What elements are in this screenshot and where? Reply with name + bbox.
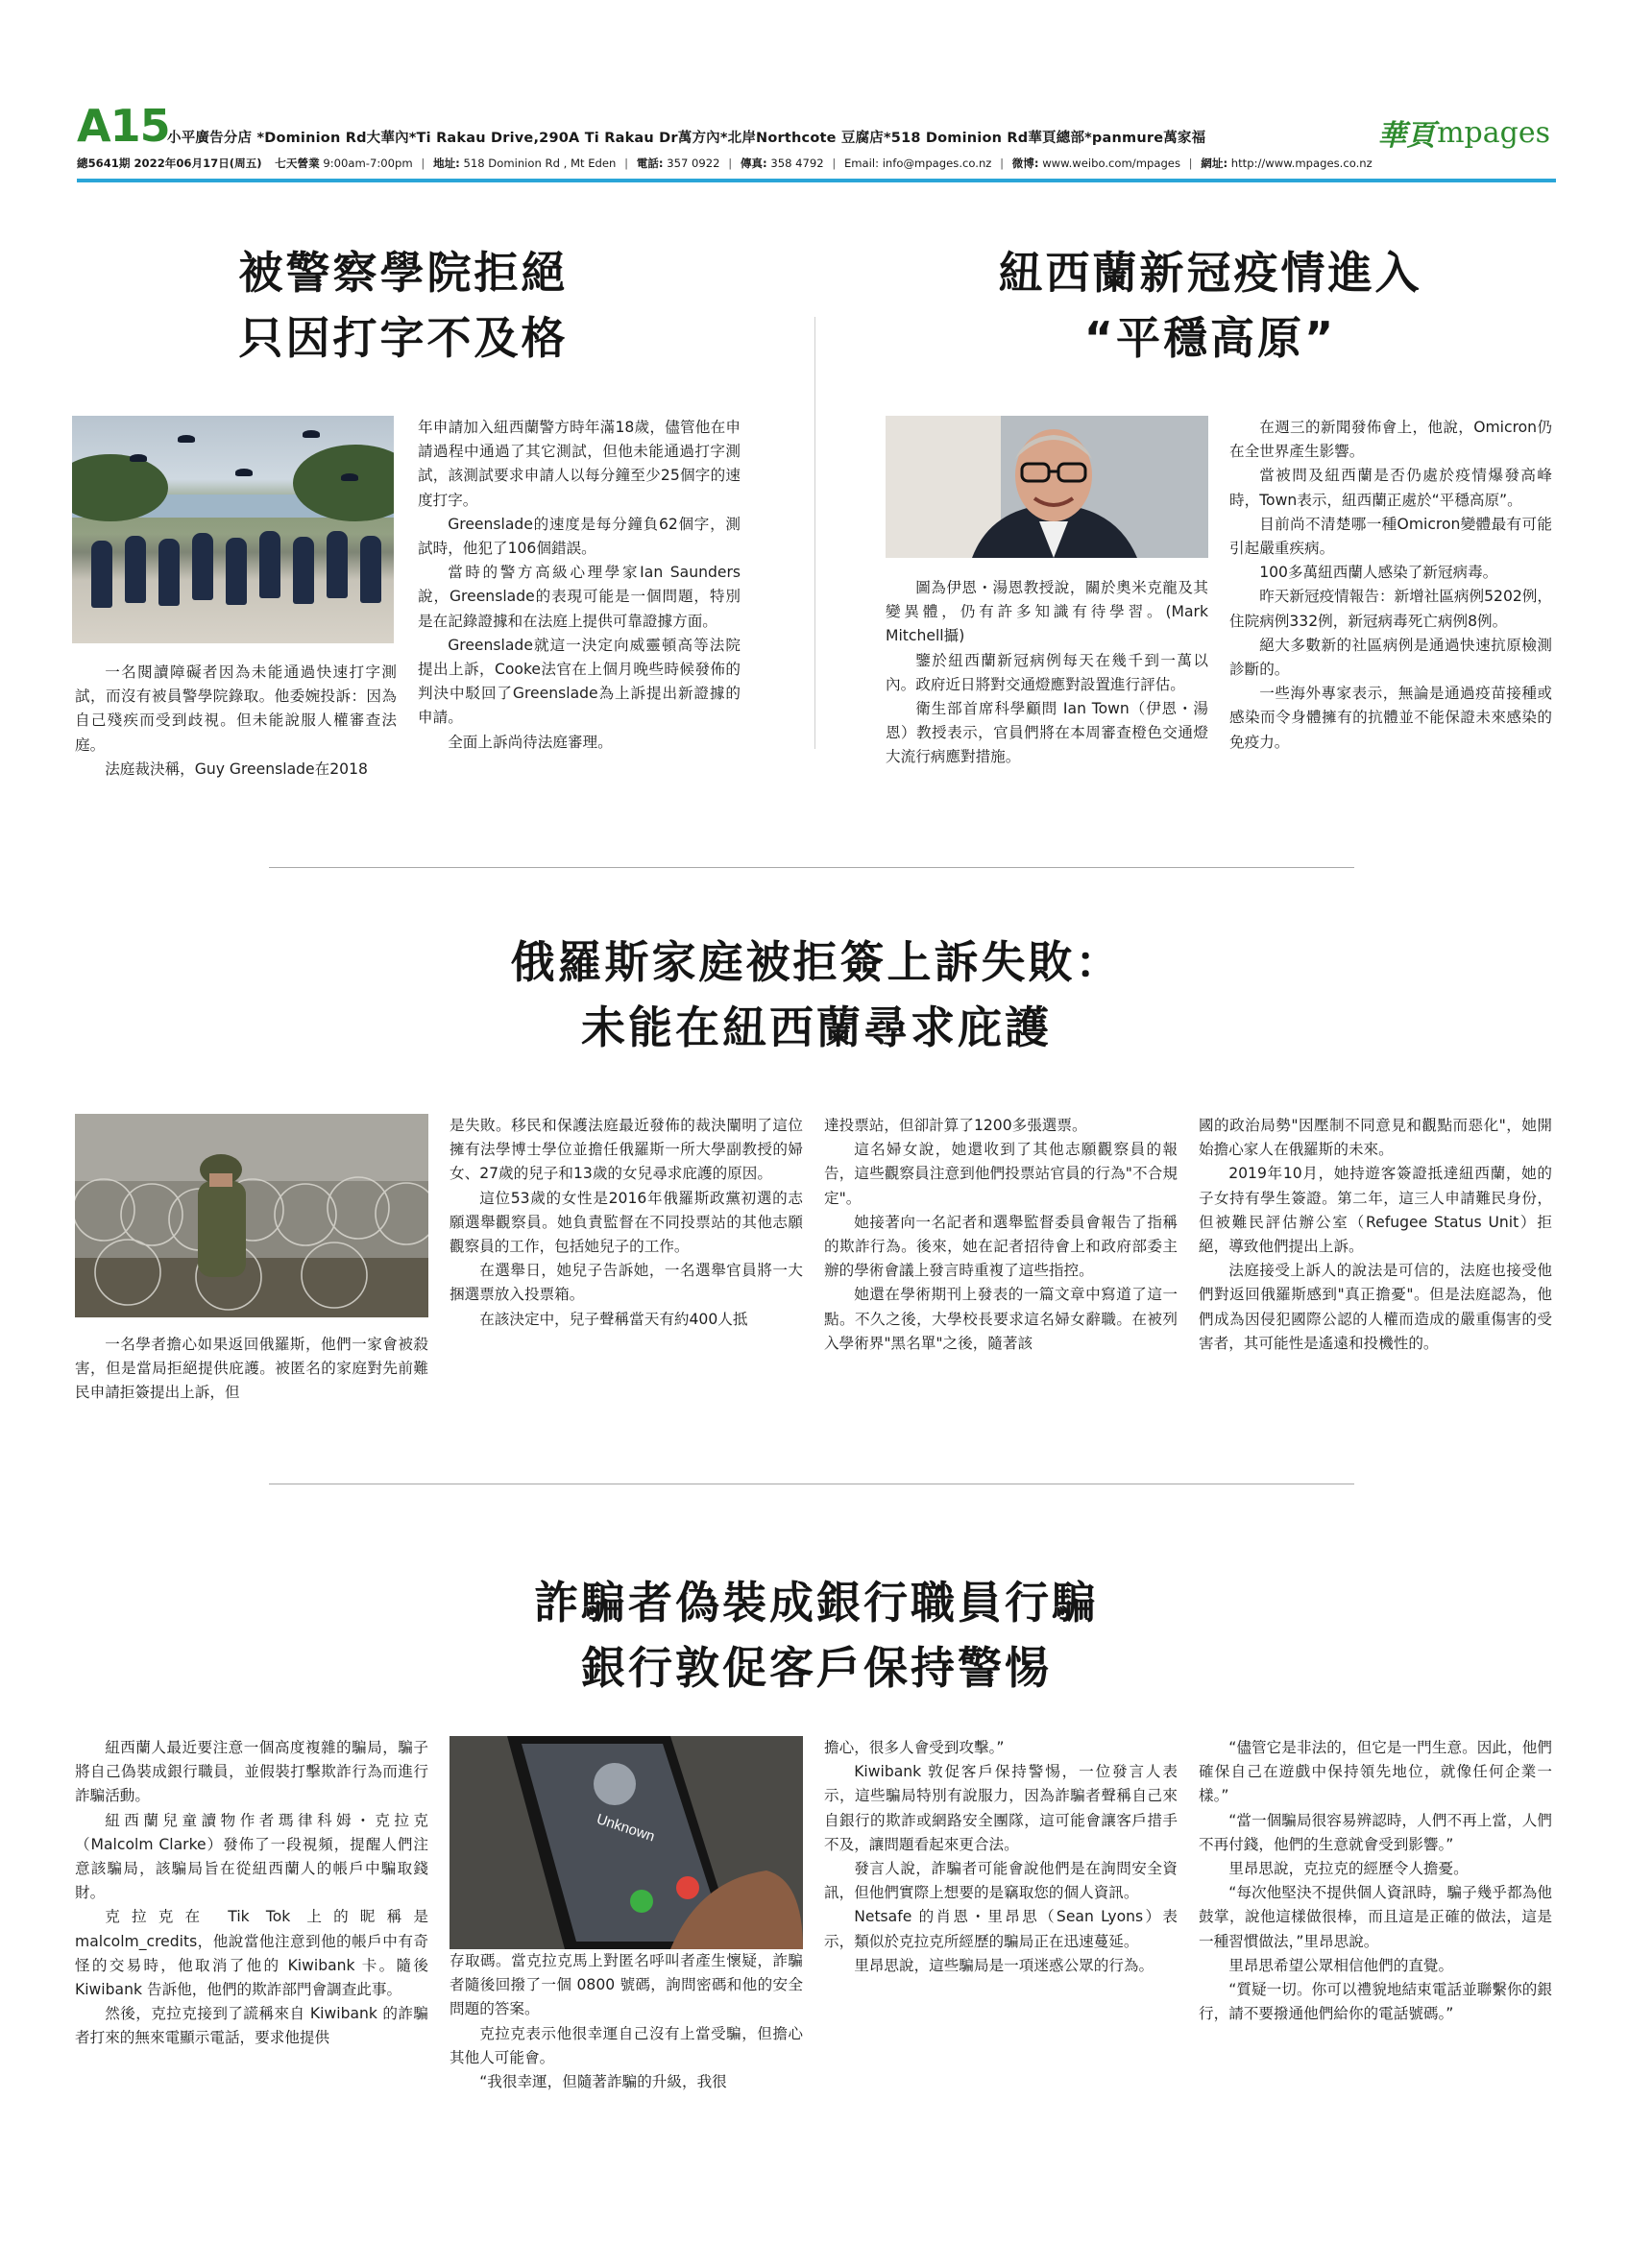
web-label: 網址:: [1201, 157, 1228, 170]
article4-col3: [824, 1736, 1178, 1978]
paragraph: 她接著向一名記者和選舉監督委員會報告了指稱的欺詐行為。後來，她在記者招待會上和政府部委主辦的學術會議上發言時重複了這些指控。: [824, 1213, 1178, 1280]
paragraph: Kiwibank 敦促客戶保持警惕，一位發言人表示，這些騙局特別有說服力，因為詐騙者聲稱自己來自銀行的欺詐或網路安全團隊，這可能會讓客戶措手不及，讓問題看起來更合法。: [824, 1763, 1178, 1853]
paragraph: “儘管它是非法的，但它是一門生意。因此，他們確保自己在遊戲中保持領先地位，就像任何企業一樣。”: [1199, 1739, 1552, 1805]
logo-english: mpages: [1437, 115, 1550, 150]
issue-info: 總5641期 2022年06月17日(周五) 七天營業 9:00am-7:00pm | 地址: 518 Dominion Rd , Mt Eden | 電話: 357 0922 | 傳真: 358 4792 | Email: info@mpages.co.nz | 微博: www.weibo.com/mpages | 網址: http://www.mpages.co.nz: [77, 157, 1373, 170]
paragraph: Netsafe 的肖恩・里昂思（Sean Lyons）表示，類似於克拉克所經歷的騙局正在迅速蔓延。: [824, 1908, 1178, 1950]
article3-col3: [824, 1114, 1178, 1356]
paragraph: 法庭接受上訴人的說法是可信的，法庭也接受他們對返回俄羅斯感到"真正擔憂"。但是法庭認為，他們成為因侵犯國際公認的人權而造成的嚴重傷害的受害者，其可能性是遙遠和投機性的。: [1199, 1262, 1552, 1352]
paragraph: 當被問及紐西蘭是否仍處於疫情爆發高峰時，Town表示，紐西蘭正處於“平穩高原”。: [1229, 467, 1552, 509]
paragraph: “每次他堅決不提供個人資訊時，騙子幾乎都為他鼓掌，說他這樣做很棒，而且這是正確的做法，這是一種習慣做法，”里昂思說。: [1199, 1884, 1552, 1950]
headline-line: “平穩高原”: [1083, 312, 1337, 364]
weibo-label: 微博:: [1011, 157, 1039, 170]
fax: 358 4792: [770, 157, 824, 170]
address-label: 地址:: [432, 157, 460, 170]
paragraph: Greenslade就這一決定向威靈頓高等法院提出上訴，Cooke法官在上個月晚些時候發佈的判決中駁回了Greenslade為上訴提出新證據的申請。: [418, 636, 741, 727]
paragraph: 這名婦女說，她還收到了其他志願觀察員的報告，這些觀察員注意到他們投票站官員的行為"不合規定"。: [824, 1141, 1178, 1207]
logo-chinese: 華頁: [1377, 119, 1436, 153]
headline-line: 銀行敦促客戶保持警惕: [581, 1642, 1052, 1694]
article3-col1: [75, 1333, 428, 1406]
paragraph: 一名學者擔心如果返回俄羅斯，他們一家會被殺害，但是當局拒絕提供庇護。被匿名的家庭對先前難民申請拒簽提出上訴，但: [75, 1336, 428, 1402]
article1-headline: [86, 240, 720, 371]
paragraph: 是失敗。移民和保護法庭最近發佈的裁決闡明了這位擁有法學博士學位並擔任俄羅斯一所大學副教授的婦女、27歲的兒子和13歲的女兒尋求庇護的原因。: [450, 1117, 803, 1183]
paragraph: 克拉克在 Tik Tok 上的昵稱是 malcolm_credits，他說當他注意到他的帳戶中有奇怪的交易時，他取消了他的 Kiwibank 卡。隨後 Kiwibank 告訴他，他們的欺詐部門會調查此事。: [75, 1908, 428, 1999]
paragraph: 存取碼。當克拉克馬上對匿名呼叫者產生懷疑，詐騙者隨後回撥了一個 0800 號碼，詢問密碼和他的安全問題的答案。: [450, 1952, 803, 2018]
paragraph: 達投票站，但卻計算了1200多張選票。: [824, 1117, 1087, 1134]
paragraph: Greenslade的速度是每分鐘負62個字，測試時，他犯了106個錯誤。: [418, 515, 741, 558]
paragraph: 在週三的新聞發佈會上，他說，Omicron仍在全世界產生影響。: [1229, 419, 1552, 461]
article3-col4: [1199, 1114, 1552, 1356]
phone-incoming-call-photo: [450, 1736, 803, 1949]
article2-headline: [893, 240, 1527, 371]
paragraph: 國的政治局勢"因壓制不同意見和觀點而惡化"，她開始擔心家人在俄羅斯的未來。: [1199, 1117, 1552, 1159]
paragraph: 擔心，很多人會受到攻擊。”: [824, 1739, 1005, 1756]
mpages-logo[interactable]: [1377, 111, 1550, 154]
masthead: [77, 100, 1556, 186]
headline-line: 未能在紐西蘭尋求庇護: [581, 1001, 1052, 1053]
paragraph: 紐西蘭兒童讀物作者瑪律科姆・克拉克（Malcolm Clarke）發佈了一段視頻，提醒人們注意該騙局，該騙局旨在從紐西蘭人的帳戶中騙取錢財。: [75, 1811, 428, 1902]
hours: 9:00am-7:00pm: [323, 157, 413, 170]
paragraph: 法庭裁決稱，Guy Greenslade在2018: [105, 760, 368, 778]
paragraph: 里昂思說，這些騙局是一項迷惑公眾的行為。: [854, 1956, 1154, 1974]
photo-caption: 圖為伊恩・湯恩教授說，關於奧米克龍及其變異體，仍有許多知識有待學習。(Mark Mitchell攝): [886, 579, 1208, 645]
paragraph: 當時的警方高級心理學家Ian Saunders說，Greenslade的表現可能是一個問題，特別是在記錄證據和在法庭上提供可靠證據方面。: [418, 564, 741, 630]
article4-col1: [75, 1736, 428, 2051]
paragraph: 100多萬紐西蘭人感染了新冠病毒。: [1259, 564, 1498, 582]
paragraph: 2019年10月，她持遊客簽證抵達紐西蘭，她的子女持有學生簽證。第二年，這三人申請難民身份，但被難民評估辦公室（Refugee Status Unit）拒絕，導致他們提出上訴。: [1199, 1165, 1552, 1256]
paragraph: 年申請加入紐西蘭警方時年滿18歲，儘管他在申請過程中通過了其它測試，但他未能通過打字測試，該測試要求申請人以每分鐘至少25個字的速度打字。: [418, 419, 741, 509]
paragraph: 全面上訴尚待法庭審理。: [448, 733, 613, 751]
paragraph: “當一個騙局很容易辨認時，人們不再上當，人們不再付錢，他們的生意就會受到影響。”: [1199, 1811, 1552, 1853]
soldier-barbed-wire-photo: [75, 1114, 428, 1317]
store-list: 小平廣告分店 *Dominion Rd大華內*Ti Rakau Drive,290A Ti Rakau Dr萬方內*北岸Northcote 豆腐店*518 Dominion Rd華頁總部*panmure萬家福: [167, 131, 1206, 146]
fax-label: 傳真:: [740, 157, 767, 170]
paragraph: 發言人說，詐騙者可能會說他們是在詢問安全資訊，但他們實際上想要的是竊取您的個人資訊。: [824, 1860, 1178, 1902]
column-divider: [814, 317, 815, 749]
article1-col1: [75, 661, 397, 782]
paragraph: 然後，克拉克接到了謊稱來自 Kiwibank 的詐騙者打來的無來電顯示電話，要求他提供: [75, 2005, 428, 2047]
phone-label: 電話:: [636, 157, 664, 170]
headline-line: 紐西蘭新冠疫情進入: [998, 247, 1422, 299]
caller-name: Unknown: [595, 1810, 657, 1846]
police-cadets-photo: [72, 416, 394, 643]
headline-line: 詐騙者偽裝成銀行職員行騙: [534, 1577, 1099, 1629]
header-rule: [77, 179, 1556, 182]
issue-date: 總5641期 2022年06月17日(周五): [77, 157, 262, 170]
phone: 357 0922: [667, 157, 720, 170]
paragraph: 昨天新冠疫情報告：新增社區病例5202例，住院病例332例，新冠病毒死亡病例8例。: [1229, 588, 1552, 630]
paragraph: 克拉克表示他很幸運自己沒有上當受騙，但擔心其他人可能會。: [450, 2024, 803, 2066]
email-link[interactable]: Email: info@mpages.co.nz: [843, 157, 992, 170]
weibo-link[interactable]: www.weibo.com/mpages: [1042, 157, 1180, 170]
article1-col2: [418, 416, 741, 755]
headline-line: 被警察學院拒絕: [238, 247, 569, 299]
website-link[interactable]: http://www.mpages.co.nz: [1230, 157, 1373, 170]
paragraph: 紐西蘭人最近要注意一個高度複雜的騙局，騙子將自己偽裝成銀行職員，並假裝打擊欺詐行為而進行詐騙活動。: [75, 1739, 428, 1805]
paragraph: 一些海外專家表示，無論是通過疫苗接種或感染而令身體擁有的抗體並不能保證未來感染的免疫力。: [1229, 685, 1552, 751]
section-divider: [269, 867, 1354, 868]
paragraph: 里昂思希望公眾相信他們的直覺。: [1228, 1956, 1454, 1974]
paragraph: “我很幸運，但隨著詐騙的升級，我很: [479, 2073, 727, 2091]
page-number: A15: [77, 100, 170, 152]
article3-col2: [450, 1114, 803, 1332]
paragraph: 在選舉日，她兒子告訴她，一名選舉官員將一大捆選票放入投票箱。: [450, 1262, 803, 1304]
headline-line: 只因打字不及格: [238, 312, 569, 364]
article2-col1: [886, 576, 1208, 770]
paragraph: “質疑一切。你可以禮貌地結束電話並聯繫你的銀行，請不要撥通他們給你的電話號碼。”: [1199, 1981, 1552, 2023]
paragraph: 衛生部首席科學顧問 Ian Town（伊恩・湯恩）教授表示，官員們將在本周審查橙色交通燈大流行病應對措施。: [886, 700, 1208, 766]
paragraph: 一名閱讀障礙者因為未能通過快速打字測試，而沒有被員警學院錄取。他委婉投訴：因為自己殘疾而受到歧視。但未能說服人權審查法庭。: [75, 664, 397, 754]
paragraph: 在該決定中，兒子聲稱當天有約400人抵: [479, 1310, 748, 1328]
hours-label: 七天營業: [275, 157, 320, 170]
article2-col2: [1229, 416, 1552, 755]
address: 518 Dominion Rd , Mt Eden: [463, 157, 617, 170]
headline-line: 俄羅斯家庭被拒簽上訴失敗：: [510, 936, 1123, 988]
article4-col4: [1199, 1736, 1552, 2026]
paragraph: 里昂思說，克拉克的經歷令人擔憂。: [1228, 1860, 1469, 1878]
article4-headline: [336, 1570, 1297, 1701]
article3-headline: [336, 929, 1297, 1060]
paragraph: 絕大多數新的社區病例是通過快速抗原檢測診斷的。: [1229, 636, 1552, 679]
paragraph: 這位53歲的女性是2016年俄羅斯政黨初選的志願選舉觀察員。她負責監督在不同投票站的其他志願觀察員的工作，包括她兒子的工作。: [450, 1189, 803, 1256]
paragraph: 目前尚不清楚哪一種Omicron變體最有可能引起嚴重疾病。: [1229, 515, 1552, 558]
paragraph: 鑒於紐西蘭新冠病例每天在幾千到一萬以內。政府近日將對交通燈應對設置進行評估。: [886, 651, 1208, 693]
article4-col2: [450, 1949, 803, 2094]
paragraph: 她還在學術期刊上發表的一篇文章中寫道了這一點。不久之後，大學校長要求這名婦女辭職。在被列入學術界"黑名單"之後，隨著該: [824, 1286, 1178, 1352]
professor-portrait-photo: [886, 416, 1208, 558]
